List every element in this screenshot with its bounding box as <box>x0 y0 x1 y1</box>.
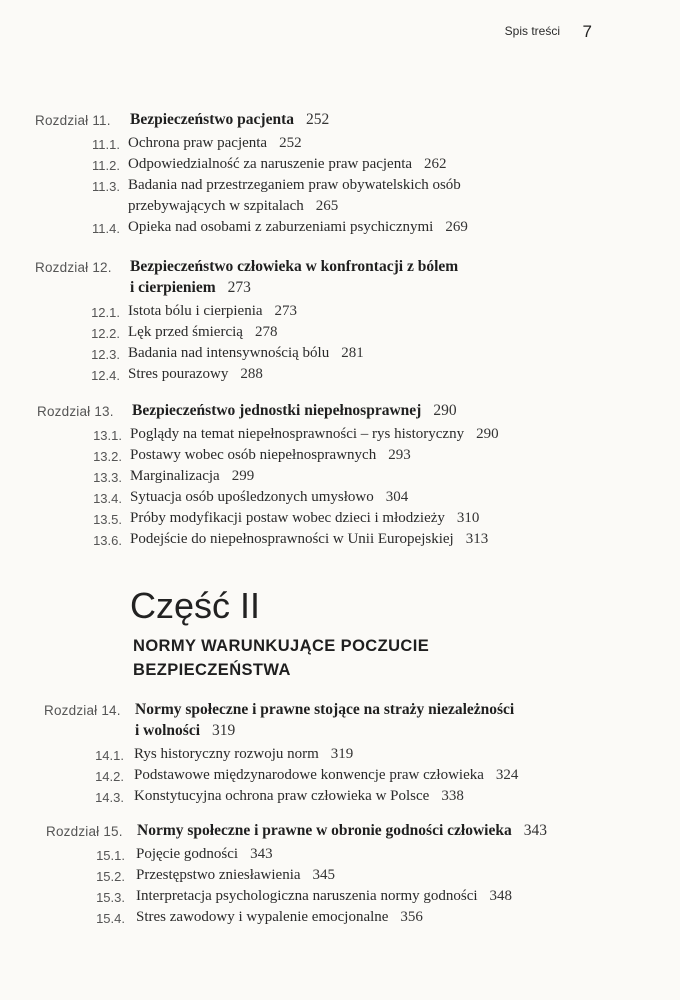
chapter-heading-continued <box>0 277 680 298</box>
section-entry <box>0 907 680 928</box>
chapter-heading <box>0 400 680 421</box>
section-page-number: 252 <box>279 135 302 151</box>
section-title-text: Przestępstwo zniesławienia <box>136 867 301 883</box>
chapter-entry <box>0 109 680 238</box>
section-title <box>134 744 353 765</box>
section-entry <box>0 487 680 508</box>
section-page-number: 288 <box>240 366 263 382</box>
section-page-number: 281 <box>341 345 364 361</box>
section-entry <box>0 343 680 364</box>
section-title-text: Odpowiedzialność za naruszenie praw pacjenta <box>128 156 413 172</box>
chapter-title-text: Bezpieczeństwo pacjenta <box>130 111 294 128</box>
part-subtitle <box>133 634 429 682</box>
section-number: 12.2. <box>91 326 120 341</box>
section-title-text: Lęk przed śmiercią <box>128 324 243 340</box>
section-title-text: Rys historyczny rozwoju norm <box>134 746 319 762</box>
chapter-title <box>135 699 514 720</box>
section-title <box>128 343 364 364</box>
section-page-number: 319 <box>330 746 354 762</box>
section-title-text: Sytuacja osób upośledzonych umysłowo <box>130 489 374 505</box>
section-title <box>136 907 423 928</box>
section-number: 11.3. <box>92 179 120 194</box>
section-number: 11.1. <box>92 137 120 152</box>
section-entry <box>0 886 680 907</box>
chapter-title <box>130 256 458 277</box>
section-title-text: Interpretacja psychologiczna naruszenia normy godności <box>136 888 478 904</box>
section-number: 14.1. <box>95 748 124 763</box>
section-page-number: 338 <box>441 788 464 804</box>
chapter-label: Rozdział 13. <box>37 404 114 419</box>
section-title-text: Opieka nad osobami z zaburzeniami psychicznymi <box>128 219 434 235</box>
section-page-number: 273 <box>274 303 298 319</box>
section-title <box>130 466 254 487</box>
chapter-heading <box>0 256 680 277</box>
section-number: 12.1. <box>91 305 120 320</box>
section-page-number: 293 <box>388 447 411 463</box>
section-title <box>136 865 335 886</box>
section-entry <box>0 865 680 886</box>
section-title <box>134 786 464 807</box>
chapter-page-number: 290 <box>433 402 457 419</box>
section-number: 14.3. <box>95 790 124 805</box>
section-page-number: 313 <box>465 531 489 547</box>
chapter-title-continued <box>130 277 251 298</box>
section-number: 13.6. <box>93 533 122 548</box>
section-title <box>130 445 411 466</box>
section-number: 13.3. <box>93 470 122 485</box>
section-number: 12.3. <box>91 347 120 362</box>
running-head: Spis treści <box>504 24 560 38</box>
section-number: 13.4. <box>93 491 122 506</box>
chapter-heading-continued <box>0 720 680 741</box>
section-entry <box>0 744 680 765</box>
section-entry-continued <box>0 196 680 217</box>
section-entry <box>0 424 680 445</box>
section-entry <box>0 301 680 322</box>
section-title-text: Konstytucyjna ochrona praw człowieka w Polsce <box>134 788 430 804</box>
section-title <box>130 487 408 508</box>
chapter-title <box>132 400 457 421</box>
section-title-text: Próby modyfikacji postaw wobec dzieci i młodzieży <box>130 510 445 526</box>
section-number: 15.3. <box>96 890 125 905</box>
chapter-label: Rozdział 15. <box>46 824 123 839</box>
section-title <box>128 322 277 343</box>
section-title <box>128 133 302 154</box>
section-entry <box>0 364 680 385</box>
section-entry <box>0 154 680 175</box>
section-entry <box>0 508 680 529</box>
page-number: 7 <box>582 22 592 41</box>
section-number: 13.1. <box>93 428 122 443</box>
section-title-text: Poglądy na temat niepełnosprawności – rys historyczny <box>130 426 465 442</box>
section-title-text: Podejście do niepełnosprawności w Unii Europejskiej <box>130 531 454 547</box>
section-title-text: Postawy wobec osób niepełnosprawnych <box>130 447 377 463</box>
chapter-page-number: 273 <box>227 279 251 296</box>
chapter-label: Rozdział 14. <box>44 703 121 718</box>
section-title-continued-text: przebywających w szpitalach <box>128 198 304 214</box>
section-title-text: Stres zawodowy i wypalenie emocjonalne <box>136 909 389 925</box>
chapter-page-number: 252 <box>306 111 330 128</box>
section-page-number: 324 <box>495 767 519 783</box>
section-page-number: 343 <box>250 846 273 862</box>
section-entry <box>0 217 680 238</box>
section-page-number: 304 <box>385 489 409 505</box>
section-title <box>130 508 479 529</box>
chapter-heading <box>0 699 680 720</box>
part-title: Część II <box>130 585 261 626</box>
section-entry <box>0 133 680 154</box>
section-title-text: Ochrona praw pacjenta <box>128 135 268 151</box>
section-page-number: 356 <box>400 909 423 925</box>
chapter-page-number: 343 <box>523 822 547 839</box>
section-page-number: 348 <box>489 888 513 904</box>
section-title <box>130 424 499 445</box>
section-entry <box>0 786 680 807</box>
section-number: 15.1. <box>96 848 125 863</box>
section-page-number: 262 <box>424 156 447 172</box>
chapter-page-number: 319 <box>212 722 236 739</box>
chapter-heading <box>0 820 680 841</box>
section-title <box>128 217 468 238</box>
section-title-text: Podstawowe międzynarodowe konwencje praw człowieka <box>134 767 484 783</box>
section-title <box>136 844 273 865</box>
part-subtitle-line-1: NORMY WARUNKUJĄCE POCZUCIE <box>133 637 430 655</box>
chapter-title <box>137 820 547 841</box>
section-entry <box>0 175 680 196</box>
section-number: 13.5. <box>93 512 122 527</box>
section-page-number: 299 <box>231 468 255 484</box>
chapter-title-text: Bezpieczeństwo jednostki niepełnosprawnej <box>132 402 422 419</box>
chapter-label: Rozdział 12. <box>35 260 112 275</box>
section-page-number: 310 <box>456 510 480 526</box>
section-title <box>128 154 447 175</box>
section-number: 12.4. <box>91 368 120 383</box>
section-page-number: 269 <box>445 219 468 235</box>
section-title <box>134 765 518 786</box>
chapter-title-text: Bezpieczeństwo człowieka w konfrontacji z bólem <box>130 258 459 275</box>
chapter-entry <box>0 400 680 550</box>
section-title-text: Stres pourazowy <box>128 366 229 382</box>
section-page-number: 265 <box>315 198 339 214</box>
section-entry <box>0 466 680 487</box>
section-title-text: Badania nad intensywnością bólu <box>128 345 330 361</box>
section-title-text: Badania nad przestrzeganiem praw obywatelskich osób <box>128 177 461 193</box>
section-title-text: Marginalizacja <box>130 468 220 484</box>
section-title <box>130 529 488 550</box>
section-entry <box>0 844 680 865</box>
section-title <box>128 364 263 385</box>
chapter-title-text: Normy społeczne i prawne stojące na straży niezależności <box>135 701 515 718</box>
section-title <box>128 175 461 196</box>
section-number: 15.2. <box>96 869 125 884</box>
section-number: 15.4. <box>96 911 125 926</box>
chapter-title-continued-text: i cierpieniem <box>130 279 216 296</box>
section-page-number: 290 <box>476 426 499 442</box>
section-number: 11.2. <box>92 158 120 173</box>
section-title-continued <box>128 196 338 217</box>
section-title-text: Pojęcie godności <box>136 846 239 862</box>
chapter-title-continued-text: i wolności <box>135 722 201 739</box>
chapter-label: Rozdział 11. <box>35 113 111 128</box>
chapter-entry <box>0 699 680 807</box>
section-number: 11.4. <box>92 221 120 236</box>
section-title <box>128 301 297 322</box>
section-entry <box>0 445 680 466</box>
section-page-number: 278 <box>254 324 278 340</box>
section-number: 13.2. <box>93 449 122 464</box>
section-number: 14.2. <box>95 769 124 784</box>
section-entry <box>0 765 680 786</box>
section-entry <box>0 529 680 550</box>
chapter-heading <box>0 109 680 130</box>
chapter-entry <box>0 256 680 385</box>
chapter-title-text: Normy społeczne i prawne w obronie godności człowieka <box>137 822 512 839</box>
section-title <box>136 886 512 907</box>
chapter-entry <box>0 820 680 928</box>
chapter-title-continued <box>135 720 235 741</box>
section-entry <box>0 322 680 343</box>
section-page-number: 345 <box>312 867 336 883</box>
section-title-text: Istota bólu i cierpienia <box>128 303 263 319</box>
part-subtitle-line-2: BEZPIECZEŃSTWA <box>133 661 291 679</box>
chapter-title <box>130 109 329 130</box>
